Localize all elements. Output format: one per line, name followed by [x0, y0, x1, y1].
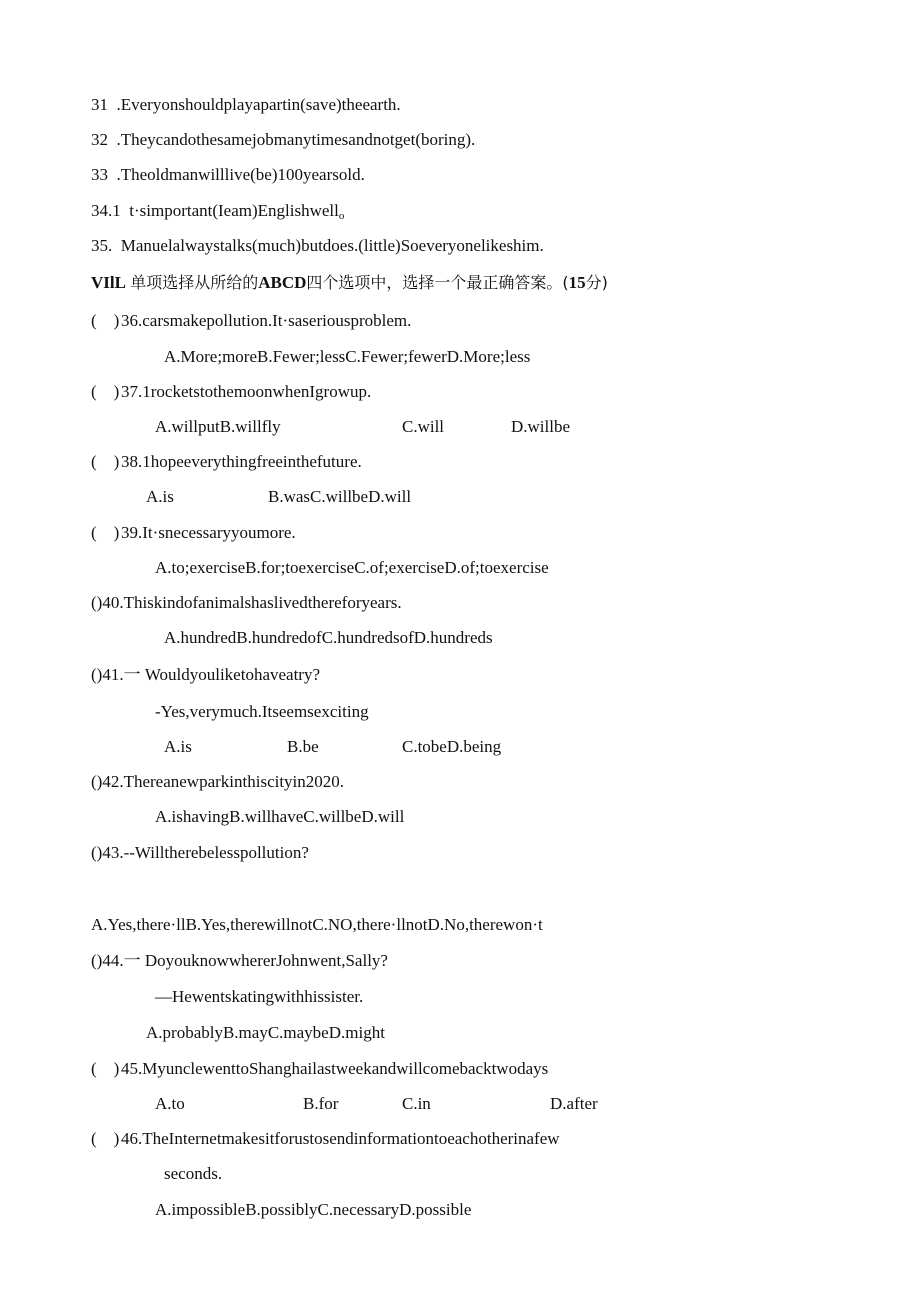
question-36: [91, 310, 411, 332]
question-35: [91, 235, 544, 257]
question-33: [91, 164, 365, 186]
question-text: t·simportant(Ieam)Englishwell: [129, 201, 339, 220]
question-stem: 37.1rocketstothemoonwhenIgrowup.: [121, 382, 372, 401]
question-number: 35.: [91, 236, 113, 255]
question-text: .Theoldmanwilllive(be)100yearsold.: [116, 165, 365, 184]
question-37-option-d: D.willbe: [511, 417, 571, 436]
question-text: Manuelalwaystalks(much)butdoes.(little)Soeveryonelikeshim.: [120, 236, 544, 255]
question-44-reply: —Hewentskatingwithhissister.: [155, 987, 364, 1006]
question-45-option-c: C.in: [402, 1094, 431, 1113]
answer-blank: ( ): [91, 452, 120, 471]
question-number: 33: [91, 165, 108, 184]
section-instruction-2: 四个选项中，选择一个最正确答案。(: [306, 273, 569, 292]
question-39: [91, 522, 296, 544]
question-stem: 45.MyunclewenttoShanghailastweekandwillcomebacktwodays: [121, 1059, 549, 1078]
question-42-options: A.ishavingB.willhaveC.willbeD.will: [155, 807, 405, 826]
question-38-option-bcd: B.wasC.willbeD.will: [268, 487, 412, 506]
question-stem: 39.It·snecessaryyoumore.: [121, 523, 296, 542]
section-instruction-1: 单项选择从所给的: [130, 273, 259, 292]
question-31: [91, 94, 401, 116]
question-number: 31: [91, 95, 108, 114]
question-46-continuation: seconds.: [164, 1164, 223, 1183]
section-heading: [91, 272, 608, 294]
question-stem: 38.1hopeeverythingfreeinthefuture.: [121, 452, 362, 471]
section-abcd: ABCD: [258, 273, 307, 292]
question-43-options: A.Yes,there·llB.Yes,therewillnotC.NO,there·llnotD.No,therewon·t: [91, 915, 543, 934]
question-45-option-b: B.for: [303, 1094, 339, 1113]
answer-blank: ( ): [91, 382, 120, 401]
question-41-reply: -Yes,verymuch.Itseemsexciting: [155, 702, 369, 721]
question-44: ()44.一 DoyouknowwhererJohnwent,Sally?: [91, 951, 388, 970]
question-46: [91, 1128, 560, 1150]
question-38: [91, 451, 362, 473]
question-41-option-cd: C.tobeD.being: [402, 737, 502, 756]
question-40-options: A.hundredB.hundredofC.hundredsofD.hundreds: [164, 628, 493, 647]
question-41: ()41.一 Wouldyouliketohaveatry?: [91, 665, 321, 684]
question-34: [91, 200, 344, 222]
question-38-option-a: A.is: [146, 487, 174, 506]
question-41-option-a: A.is: [164, 737, 192, 756]
question-text: .Everyonshouldplayapartin(save)theearth.: [116, 95, 401, 114]
question-45: [91, 1058, 548, 1080]
answer-blank: ( ): [91, 523, 120, 542]
section-roman: VIlL: [91, 273, 126, 292]
answer-blank: ( ): [91, 311, 120, 330]
question-stem: 36.carsmakepollution.It·saseriousproblem.: [121, 311, 412, 330]
question-37-option-ab: A.willputB.willfly: [155, 417, 281, 436]
question-37-option-c: C.will: [402, 417, 445, 436]
question-number: 32: [91, 130, 108, 149]
question-number: 34.1: [91, 201, 121, 220]
answer-blank: ( ): [91, 1129, 120, 1148]
question-42: ()42.Thereanewparkinthiscityin2020.: [91, 772, 345, 791]
question-32: [91, 129, 475, 151]
question-40: ()40.Thiskindofanimalshaslivedthereforyears.: [91, 593, 402, 612]
question-suffix: o: [338, 210, 345, 222]
section-instruction-3: 分): [585, 273, 608, 292]
question-45-option-a: A.to: [155, 1094, 185, 1113]
section-points: 15: [568, 273, 586, 292]
question-43: ()43.--Willtherebelesspollution?: [91, 843, 309, 862]
question-44-options: A.probablyB.mayC.maybeD.might: [146, 1023, 385, 1042]
question-stem: 46.TheInternetmakesitforustosendinformationtoeachotherinafew: [121, 1129, 560, 1148]
answer-blank: ( ): [91, 1059, 120, 1078]
question-39-options: A.to;exerciseB.for;toexerciseC.of;exerciseD.of;toexercise: [155, 558, 549, 577]
question-41-option-b: B.be: [287, 737, 319, 756]
question-45-option-d: D.after: [550, 1094, 598, 1113]
question-37: [91, 381, 371, 403]
question-36-options: A.More;moreB.Fewer;lessC.Fewer;fewerD.More;less: [164, 347, 531, 366]
question-46-options: A.impossibleB.possiblyC.necessaryD.possible: [155, 1200, 472, 1219]
question-text: .Theycandothesamejobmanytimesandnotget(boring).: [116, 130, 476, 149]
